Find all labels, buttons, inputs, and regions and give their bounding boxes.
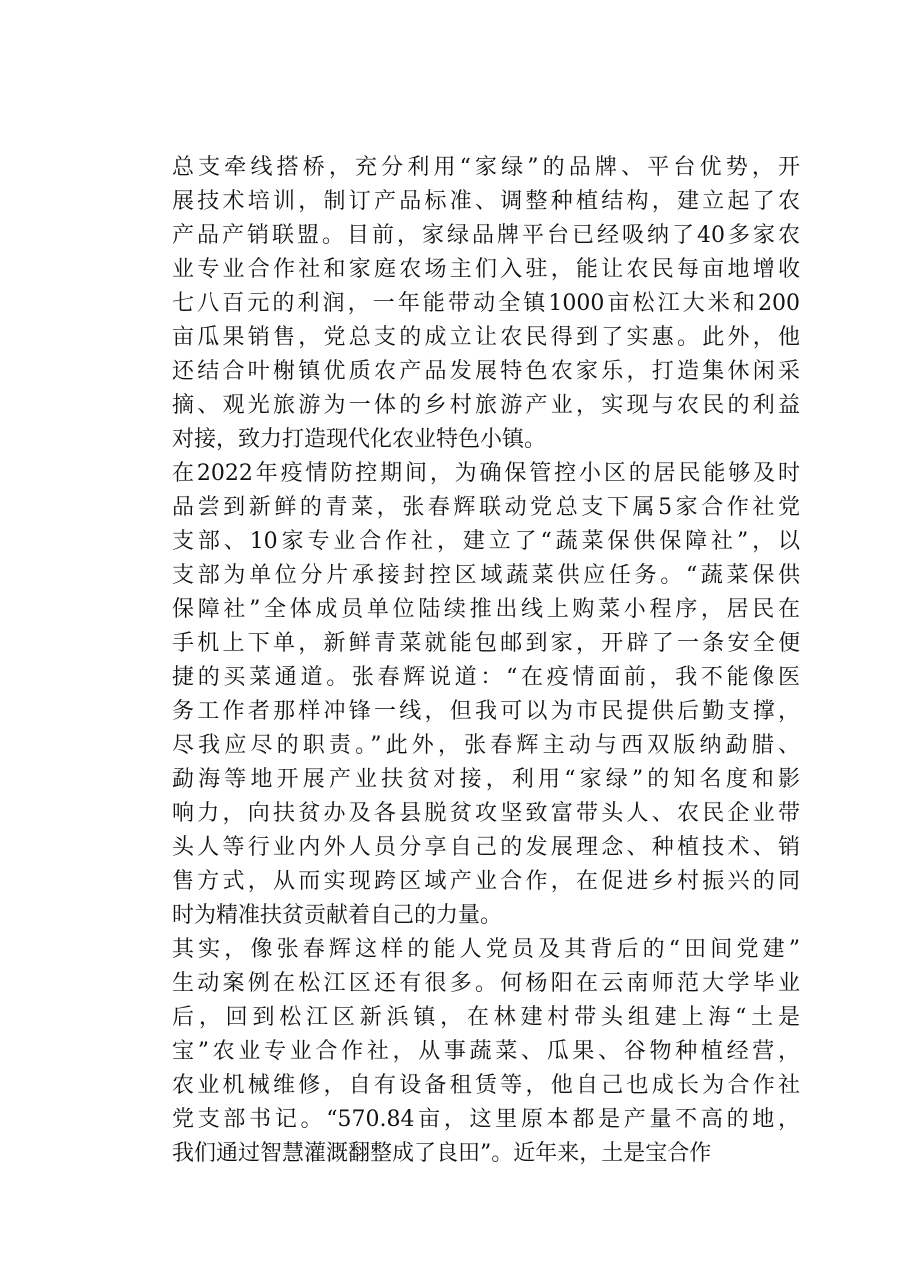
text-line: 摘、观光旅游为一体的乡村旅游产业，实现与农民的利益 [172, 393, 800, 418]
text-line: 勐海等地开展产业扶贫对接，利用“家绿”的知名度和影 [172, 767, 800, 792]
text-line: 其实，像张春辉这样的能人党员及其背后的“田间党建” [172, 937, 800, 962]
paragraph [172, 151, 800, 457]
text-line: 在2022年疫情防控期间，为确保管控小区的居民能够及时 [172, 461, 800, 486]
text-line: 售方式，从而实现跨区域产业合作，在促进乡村振兴的同 [172, 869, 800, 894]
text-line: 后，回到松江区新浜镇，在林建村带头组建上海“土是 [172, 1005, 800, 1030]
text-line: 头人等行业内外人员分享自己的发展理念、种植技术、销 [172, 835, 800, 860]
paragraph [172, 457, 800, 933]
document-body [172, 151, 800, 1171]
text-line: 务工作者那样冲锋一线，但我可以为市民提供后勤支撑， [172, 699, 800, 724]
text-line: 七八百元的利润，一年能带动全镇1000亩松江大米和200 [172, 291, 800, 316]
text-line: 业专业合作社和家庭农场主们入驻，能让农民每亩地增收 [172, 257, 800, 282]
text-line: 产品产销联盟。目前，家绿品牌平台已经吸纳了40多家农 [172, 223, 800, 248]
text-line: 品尝到新鲜的青菜，张春辉联动党总支下属5家合作社党 [172, 495, 800, 520]
text-line: 对接，致力打造现代化农业特色小镇。 [172, 427, 547, 452]
text-line: 宝”农业专业合作社，从事蔬菜、瓜果、谷物种植经营， [172, 1039, 800, 1064]
paragraph [172, 933, 800, 1171]
text-line: 农业机械维修，自有设备租赁等，他自己也成长为合作社 [172, 1073, 800, 1098]
text-line: 尽我应尽的职责。”此外，张春辉主动与西双版纳勐腊、 [172, 733, 800, 758]
text-line: 我们通过智慧灌溉翻整成了良田”。近年来，土是宝合作 [172, 1141, 712, 1166]
text-line: 还结合叶榭镇优质农产品发展特色农家乐，打造集休闲采 [172, 359, 800, 384]
text-line: 总支牵线搭桥，充分利用“家绿”的品牌、平台优势，开 [172, 155, 800, 180]
text-line: 党支部书记。“570.84亩，这里原本都是产量不高的地， [172, 1107, 800, 1132]
text-line: 支部、10家专业合作社，建立了“蔬菜保供保障社”，以 [172, 529, 800, 554]
text-line: 捷的买菜通道。张春辉说道：“在疫情面前，我不能像医 [172, 665, 800, 690]
text-line: 响力，向扶贫办及各县脱贫攻坚致富带头人、农民企业带 [172, 801, 800, 826]
text-line: 展技术培训，制订产品标准、调整种植结构，建立起了农 [172, 189, 800, 214]
text-line: 时为精准扶贫贡献着自己的力量。 [172, 903, 503, 928]
text-line: 亩瓜果销售，党总支的成立让农民得到了实惠。此外，他 [172, 325, 800, 350]
text-line: 手机上下单，新鲜青菜就能包邮到家，开辟了一条安全便 [172, 631, 800, 656]
text-line: 生动案例在松江区还有很多。何杨阳在云南师范大学毕业 [172, 971, 800, 996]
text-line: 支部为单位分片承接封控区域蔬菜供应任务。“蔬菜保供 [172, 563, 800, 588]
text-line: 保障社”全体成员单位陆续推出线上购菜小程序，居民在 [172, 597, 800, 622]
